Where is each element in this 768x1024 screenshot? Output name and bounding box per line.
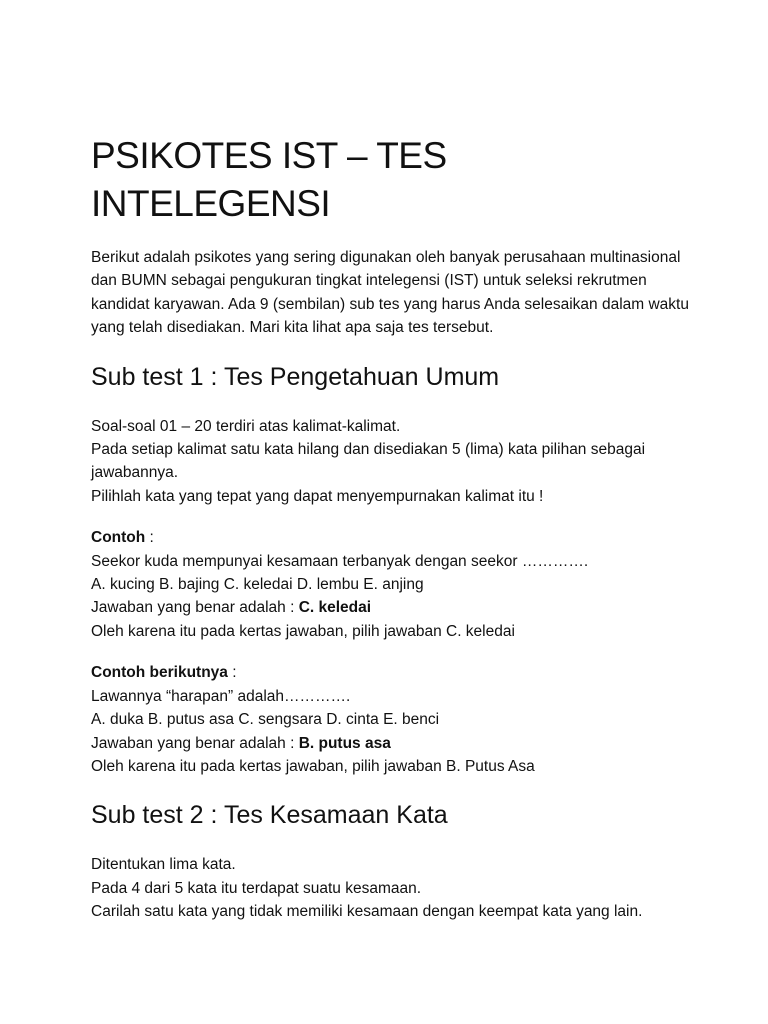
example-2-block	[91, 661, 691, 778]
example-1-answer-prefix: Jawaban yang benar adalah :	[91, 599, 299, 617]
example-2-answer: B. putus asa	[298, 734, 391, 752]
example-1-label-line	[91, 526, 691, 549]
subtest-2-desc-line: Pada 4 dari 5 kata itu terdapat suatu kesamaan.	[91, 879, 422, 897]
example-1-label-suffix: :	[145, 529, 154, 547]
example-2-label-line	[91, 661, 691, 684]
subtest-1-heading: Sub test 1 : Tes Pengetahuan Umum	[91, 362, 500, 391]
subtest-2-desc-line: Carilah satu kata yang tidak memiliki kesamaan dengan keempat kata yang lain.	[91, 903, 643, 921]
example-1-label: Contoh	[91, 529, 146, 547]
example-2-label: Contoh berikutnya	[91, 664, 228, 682]
example-1-note: Oleh karena itu pada kertas jawaban, pilih jawaban C. keledai	[91, 622, 515, 640]
example-1-answer-line	[91, 596, 691, 619]
example-2-options: A. duka B. putus asa C. sengsara D. cinta E. benci	[91, 711, 440, 729]
example-1-answer: C. keledai	[298, 599, 372, 617]
example-1-block	[91, 526, 691, 643]
subtest-2-desc-line: Ditentukan lima kata.	[91, 856, 236, 874]
example-2-question: Lawannya “harapan” adalah………….	[91, 687, 351, 705]
subtest-1-desc-line: Pada setiap kalimat satu kata hilang dan disediakan 5 (lima) kata pilihan sebagai jawabannya.	[91, 441, 646, 482]
subtest-2-heading: Sub test 2 : Tes Kesamaan Kata	[91, 801, 448, 830]
subtest-1-desc-line: Soal-soal 01 – 20 terdiri atas kalimat-kalimat.	[91, 417, 401, 435]
example-1-question: Seekor kuda mempunyai kesamaan terbanyak dengan seekor ………….	[91, 552, 589, 570]
subtest-1-desc-line: Pilihlah kata yang tepat yang dapat menyempurnakan kalimat itu !	[91, 487, 544, 505]
document-page	[91, 132, 691, 942]
document-title: PSIKOTES IST – TES INTELEGENSI	[91, 135, 447, 224]
example-2-label-suffix: :	[227, 664, 237, 682]
example-2-answer-line	[91, 732, 691, 755]
example-2-note: Oleh karena itu pada kertas jawaban, pilih jawaban B. Putus Asa	[91, 757, 535, 775]
intro-paragraph: Berikut adalah psikotes yang sering digunakan oleh banyak perusahaan multinasional dan BUMN sebagai pengukuran tingkat intelegensi (IST) untuk seleksi rekrutmen kandidat karyawan. Ada 9 (sembilan) sub tes yang harus Anda selesaikan dalam waktu yang telah disediakan. Mari kita lihat apa saja tes tersebut.	[91, 249, 689, 337]
subtest-1-description	[91, 415, 691, 509]
subtest-2-description	[91, 853, 691, 923]
example-1-options: A. kucing B. bajing C. keledai D. lembu E. anjing	[91, 576, 424, 594]
example-2-answer-prefix: Jawaban yang benar adalah :	[91, 734, 299, 752]
